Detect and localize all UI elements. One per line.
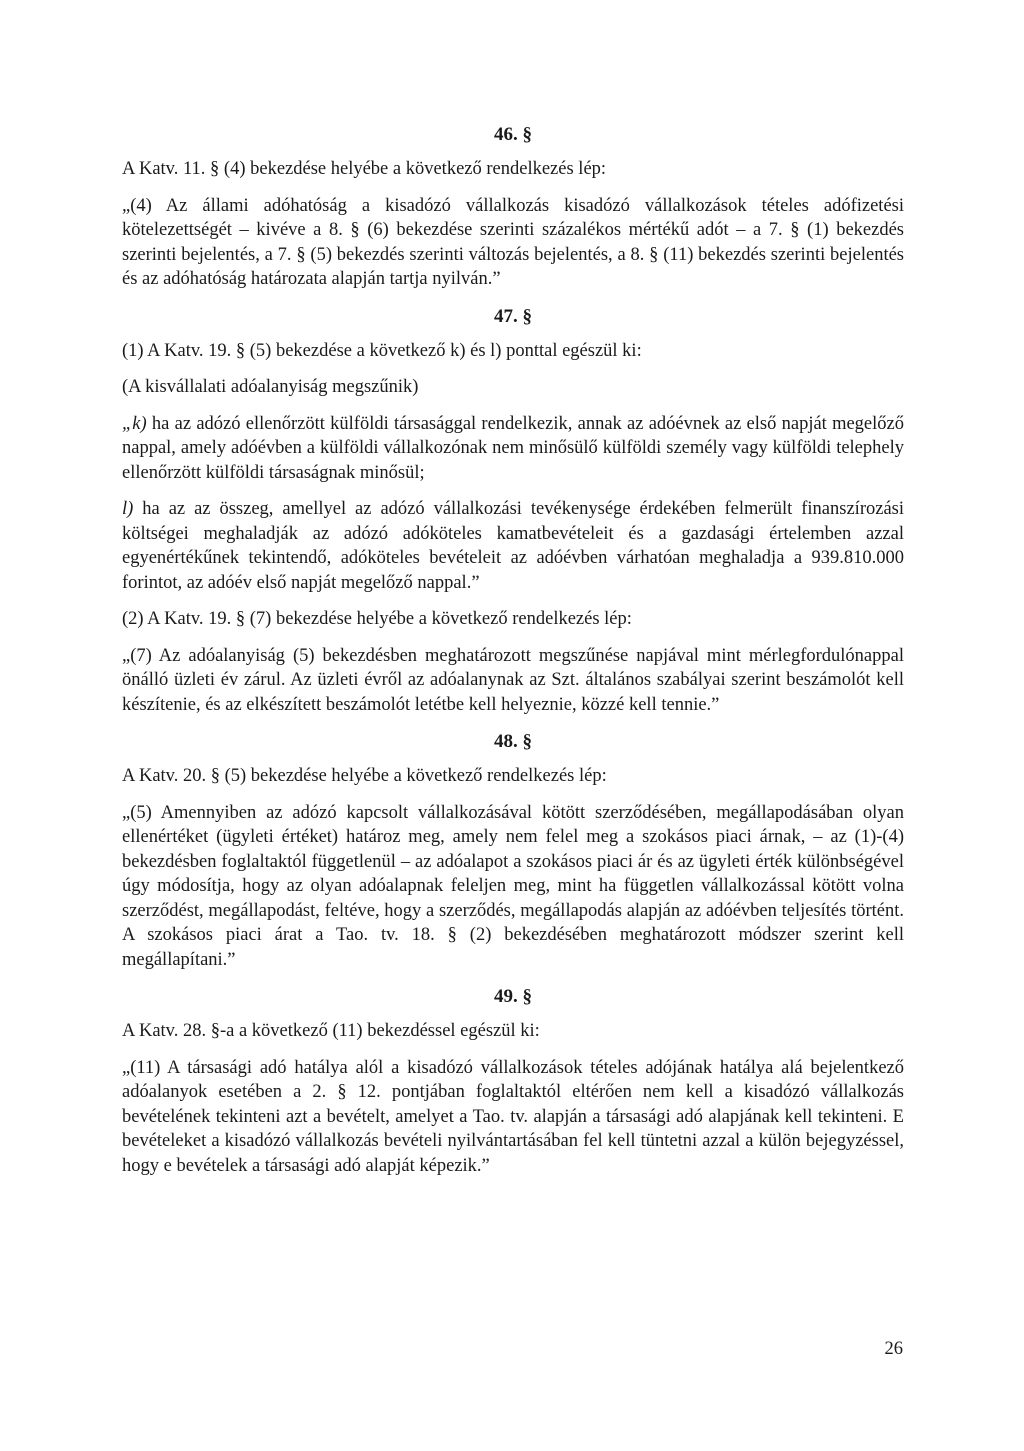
paragraph-46-text: „(4) Az állami adóhatóság a kisadózó vállalkozás kisadózó vállalkozások tételes adófizetési kötelezettségét – kivéve a 8. § (6) bekezdése szerinti százalékos mértékű adót – a 7. § (1) bekezdés szerinti bejelentés, a 7. § (5) bekezdés szerinti változás bejelentés, a 8. § (11) bekezdés szerinti bejelentés és az adóhatóság határozata alapján tartja nyilván.” [122,195,904,289]
section-heading-48: 48. § [494,731,532,752]
point-l-label: l) [122,499,134,519]
paragraph-47-2-intro: (2) A Katv. 19. § (7) bekezdése helyébe a következő rendelkezés lép: [122,609,632,629]
paragraph-47-intro: (1) A Katv. 19. § (5) bekezdése a következő k) és l) ponttal egészül ki: [122,340,642,361]
section-heading-46: 46. § [494,124,532,145]
paragraph-49-intro: A Katv. 28. §-a a következő (11) bekezdéssel egészül ki: [122,1021,540,1041]
paragraph-47-2-text: „(7) Az adóalanyiság (5) bekezdésben meghatározott megszűnése napjával mint mérlegfordulónappal önálló üzleti év zárul. Az üzleti évről az adóalanynak az Szt. általános szabályai szerint beszámolót kell készítenie, és az elkészített beszámolót letétbe kell helyeznie, közzé kell tennie.” [122,645,904,715]
paragraph-49-text: „(11) A társasági adó hatálya alól a kisadózó vállalkozások tételes adójának hatálya alá bejelentkező adóalanyok esetében a 2. § 12. pontjában foglaltaktól eltérően nem kell a kisadózó vállalkozás bevételének tekinteni azt a bevételt, amelyet a Tao. tv. alapján a társasági adó alapjának kell tekinteni. E bevételeket a kisadózó vállalkozás bevételi nyilvántartásában fel kell tüntetni azzal a külön bejegyzéssel, hogy e bevételek a társasági adó alapját képezik.” [122,1057,904,1176]
section-heading-47: 47. § [494,305,532,327]
paragraph-46-intro: A Katv. 11. § (4) bekezdése helyébe a következő rendelkezés lép: [122,159,607,179]
paragraph-48-text: „(5) Amennyiben az adózó kapcsolt vállalkozásával kötött szerződésében, megállapodásában olyan ellenértéket (ügyleti értéket) határoz meg, amely nem felel meg a szokásos piaci árnak, – az (1)-(4) bekezdésben foglaltaktól függetlenül – az adóalapot a szokásos piaci ár és az ügyleti érték különbségével úgy módosítja, hogy az olyan adóalapnak feleljen meg, mint ha független vállalkozással kötött volna szerződést, megállapodást, feltéve, hogy a szerződés, megállapodás alapján az adóévben teljesítés történt. A szokásos piaci árat a Tao. tv. 18. § (2) bekezdésében meghatározott módszer szerint kell megállapítani.” [122,802,904,970]
page-number: 26 [884,1339,903,1359]
paragraph-47-point-k [122,412,904,486]
point-k-text: ha az adózó ellenőrzött külföldi társasággal rendelkezik, annak az adóévnek az első napját megelőző nappal, amely adóévben a külföldi vállalkozónak nem minősülő külföldi személy vagy külföldi telephely ellenőrzött külföldi társaságnak minősül; [122,413,904,483]
paragraph-47-context: (A kisvállalati adóalanyiság megszűnik) [122,377,419,397]
point-k-label: „k) [122,413,147,434]
paragraph-48-intro: A Katv. 20. § (5) bekezdése helyébe a következő rendelkezés lép: [122,766,607,786]
section-heading-49: 49. § [494,986,532,1007]
point-l-text: ha az az összeg, amellyel az adózó vállalkozási tevékenysége érdekében felmerült finanszírozási költségei meghaladják az adózó adóköteles kamatbevételeit és a gazdasági értelemben azzal egyenértékűnek tekintendő, adóköteles bevételeit az adóévben várhatóan meghaladja a 939.810.000 forintot, az adóév első napját megelőző nappal.” [122,499,904,593]
document-page [122,122,904,1190]
paragraph-47-point-l [122,497,904,595]
